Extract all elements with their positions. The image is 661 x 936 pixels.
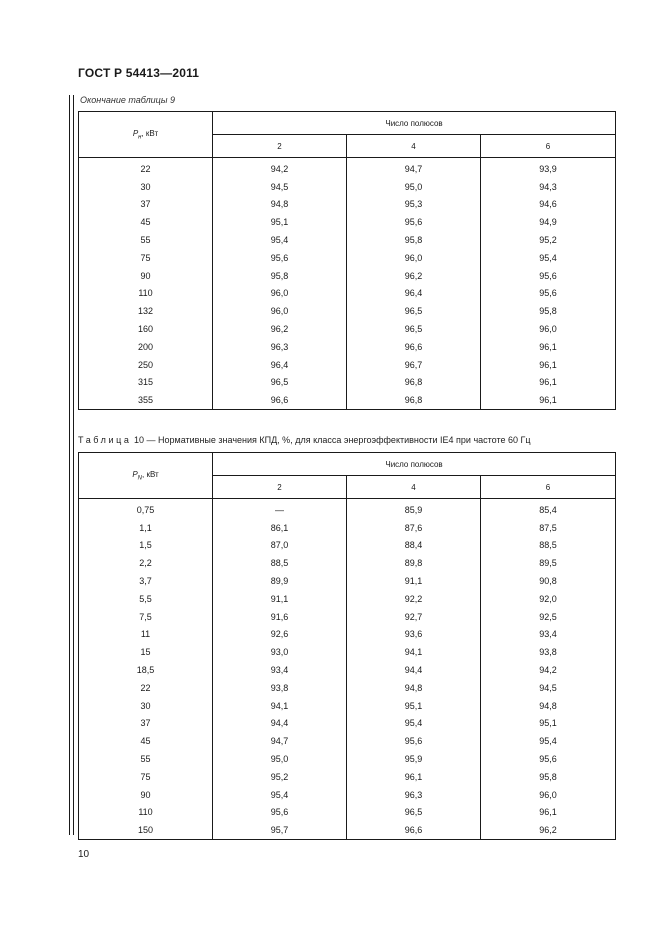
table-row: [79, 249, 616, 267]
efficiency-cell: 95,4: [213, 786, 347, 804]
efficiency-cell: 95,9: [347, 750, 481, 768]
efficiency-cell: 95,1: [481, 715, 616, 733]
table-row: [79, 285, 616, 303]
table9-pole-6-header: 6: [481, 135, 616, 158]
power-cell: 90: [79, 786, 213, 804]
power-cell: 0,75: [79, 499, 213, 519]
power-cell: 30: [79, 178, 213, 196]
power-cell: 3,7: [79, 572, 213, 590]
efficiency-cell: 89,8: [347, 554, 481, 572]
table-row: [79, 768, 616, 786]
efficiency-cell: 92,0: [481, 590, 616, 608]
change-bar-outer: [69, 95, 70, 835]
efficiency-cell: 96,1: [481, 356, 616, 374]
efficiency-cell: 96,2: [213, 320, 347, 338]
efficiency-cell: 93,8: [481, 643, 616, 661]
table-row: [79, 590, 616, 608]
efficiency-cell: 95,8: [213, 267, 347, 285]
table-row: [79, 643, 616, 661]
efficiency-cell: 93,0: [213, 643, 347, 661]
efficiency-cell: 96,1: [347, 768, 481, 786]
efficiency-cell: 95,6: [347, 213, 481, 231]
efficiency-cell: 96,8: [347, 391, 481, 409]
efficiency-cell: 96,1: [481, 374, 616, 392]
table10-body: [79, 499, 616, 840]
efficiency-cell: 96,5: [213, 374, 347, 392]
power-cell: 90: [79, 267, 213, 285]
efficiency-cell: 85,9: [347, 499, 481, 519]
efficiency-cell: 96,5: [347, 302, 481, 320]
efficiency-cell: 90,8: [481, 572, 616, 590]
efficiency-cell: 94,1: [213, 697, 347, 715]
power-cell: 2,2: [79, 554, 213, 572]
efficiency-cell: 95,6: [481, 267, 616, 285]
efficiency-cell: 85,4: [481, 499, 616, 519]
table-row: [79, 750, 616, 768]
efficiency-cell: 94,8: [481, 697, 616, 715]
efficiency-cell: 93,4: [213, 661, 347, 679]
efficiency-cell: 96,5: [347, 804, 481, 822]
power-cell: 22: [79, 679, 213, 697]
efficiency-cell: 88,5: [213, 554, 347, 572]
efficiency-cell: 95,4: [213, 231, 347, 249]
efficiency-cell: 96,0: [481, 786, 616, 804]
efficiency-cell: 94,8: [347, 679, 481, 697]
efficiency-cell: 96,6: [347, 338, 481, 356]
efficiency-cell: 94,4: [213, 715, 347, 733]
efficiency-cell: 95,1: [347, 697, 481, 715]
table-row: [79, 537, 616, 555]
table-row: [79, 391, 616, 409]
efficiency-cell: 94,7: [347, 158, 481, 178]
power-cell: 18,5: [79, 661, 213, 679]
efficiency-cell: 88,5: [481, 537, 616, 555]
efficiency-cell: 96,4: [213, 356, 347, 374]
power-cell: 110: [79, 285, 213, 303]
power-cell: 315: [79, 374, 213, 392]
table10-power-symbol: P: [132, 469, 138, 479]
table-row: [79, 302, 616, 320]
efficiency-cell: 94,7: [213, 732, 347, 750]
efficiency-cell: 93,8: [213, 679, 347, 697]
efficiency-cell: 95,2: [481, 231, 616, 249]
efficiency-cell: 95,2: [213, 768, 347, 786]
efficiency-cell: 96,1: [481, 391, 616, 409]
efficiency-cell: 94,9: [481, 213, 616, 231]
table9-poles-header: Число полюсов: [213, 112, 616, 135]
efficiency-cell: 96,4: [347, 285, 481, 303]
power-cell: 5,5: [79, 590, 213, 608]
table-row: [79, 267, 616, 285]
power-cell: 75: [79, 768, 213, 786]
efficiency-cell: 87,5: [481, 519, 616, 537]
table10-pole-2-header: 2: [213, 476, 347, 499]
efficiency-cell: 96,7: [347, 356, 481, 374]
efficiency-cell: 96,2: [347, 267, 481, 285]
table-row: [79, 679, 616, 697]
efficiency-cell: 95,6: [481, 285, 616, 303]
page-number: 10: [78, 849, 90, 860]
table-row: [79, 231, 616, 249]
table9-power-subscript: н: [138, 134, 142, 141]
table-row: [79, 374, 616, 392]
table-row: [79, 554, 616, 572]
efficiency-cell: 95,4: [347, 715, 481, 733]
efficiency-cell: 95,8: [481, 302, 616, 320]
power-cell: 75: [79, 249, 213, 267]
efficiency-cell: 94,1: [347, 643, 481, 661]
power-cell: 37: [79, 196, 213, 214]
efficiency-cell: 91,1: [213, 590, 347, 608]
power-cell: 1,1: [79, 519, 213, 537]
table-row: [79, 715, 616, 733]
table10-pole-6-header: 6: [481, 476, 616, 499]
table10-poles-header: Число полюсов: [213, 453, 616, 476]
table-row: [79, 213, 616, 231]
efficiency-cell: 95,3: [347, 196, 481, 214]
efficiency-cell: 96,6: [213, 391, 347, 409]
efficiency-cell: 91,6: [213, 608, 347, 626]
table10-power-unit: , кВт: [142, 469, 159, 479]
power-cell: 7,5: [79, 608, 213, 626]
efficiency-cell: 95,0: [347, 178, 481, 196]
efficiency-cell: 93,4: [481, 626, 616, 644]
efficiency-cell: 95,8: [481, 768, 616, 786]
efficiency-cell: 96,3: [213, 338, 347, 356]
efficiency-cell: 96,1: [481, 804, 616, 822]
efficiency-cell: 96,0: [213, 302, 347, 320]
efficiency-cell: 92,5: [481, 608, 616, 626]
table10-pole-4-header: 4: [347, 476, 481, 499]
power-cell: 15: [79, 643, 213, 661]
efficiency-cell: 95,6: [481, 750, 616, 768]
table-row: [79, 196, 616, 214]
table10: [78, 452, 616, 840]
efficiency-cell: 94,4: [347, 661, 481, 679]
efficiency-cell: 96,3: [347, 786, 481, 804]
efficiency-cell: 95,6: [213, 249, 347, 267]
table-row: [79, 697, 616, 715]
efficiency-cell: 94,3: [481, 178, 616, 196]
table-row: [79, 499, 616, 519]
table-row: [79, 178, 616, 196]
efficiency-cell: 96,2: [481, 821, 616, 839]
table9-body: [79, 158, 616, 410]
power-cell: 160: [79, 320, 213, 338]
efficiency-cell: 94,8: [213, 196, 347, 214]
efficiency-cell: 95,6: [347, 732, 481, 750]
efficiency-cell: 92,2: [347, 590, 481, 608]
power-cell: 11: [79, 626, 213, 644]
table-row: [79, 519, 616, 537]
efficiency-cell: 87,0: [213, 537, 347, 555]
efficiency-cell: 95,8: [347, 231, 481, 249]
efficiency-cell: 96,0: [481, 320, 616, 338]
efficiency-cell: —: [213, 499, 347, 519]
efficiency-cell: 95,6: [213, 804, 347, 822]
power-cell: 355: [79, 391, 213, 409]
efficiency-cell: 96,0: [347, 249, 481, 267]
power-cell: 30: [79, 697, 213, 715]
efficiency-cell: 87,6: [347, 519, 481, 537]
table-row: [79, 572, 616, 590]
table-row: [79, 338, 616, 356]
table9-power-unit: , кВт: [141, 128, 159, 138]
efficiency-cell: 86,1: [213, 519, 347, 537]
table10-power-subscript: N: [137, 475, 142, 482]
efficiency-cell: 95,4: [481, 249, 616, 267]
table10-caption-word: Таблица: [78, 435, 132, 445]
table-row: [79, 158, 616, 178]
efficiency-cell: 95,1: [213, 213, 347, 231]
efficiency-cell: 93,9: [481, 158, 616, 178]
table-row: [79, 804, 616, 822]
efficiency-cell: 95,0: [213, 750, 347, 768]
power-cell: 22: [79, 158, 213, 178]
efficiency-cell: 91,1: [347, 572, 481, 590]
efficiency-cell: 94,5: [213, 178, 347, 196]
table9-pole-2-header: 2: [213, 135, 347, 158]
power-cell: 250: [79, 356, 213, 374]
table-row: [79, 356, 616, 374]
power-cell: 55: [79, 750, 213, 768]
table-row: [79, 608, 616, 626]
table9-power-header: [79, 112, 213, 158]
efficiency-cell: 89,9: [213, 572, 347, 590]
table10-caption: [78, 435, 531, 445]
efficiency-cell: 96,5: [347, 320, 481, 338]
efficiency-cell: 89,5: [481, 554, 616, 572]
document-title: ГОСТ Р 54413—2011: [78, 66, 200, 80]
table-row: [79, 821, 616, 839]
table-row: [79, 732, 616, 750]
efficiency-cell: 92,7: [347, 608, 481, 626]
change-bar-inner: [73, 95, 74, 835]
efficiency-cell: 88,4: [347, 537, 481, 555]
efficiency-cell: 95,4: [481, 732, 616, 750]
efficiency-cell: 94,6: [481, 196, 616, 214]
efficiency-cell: 94,5: [481, 679, 616, 697]
table9-pole-4-header: 4: [347, 135, 481, 158]
efficiency-cell: 93,6: [347, 626, 481, 644]
power-cell: 132: [79, 302, 213, 320]
table-row: [79, 661, 616, 679]
table10-power-header: [79, 453, 213, 499]
table-row: [79, 320, 616, 338]
efficiency-cell: 94,2: [481, 661, 616, 679]
table-row: [79, 626, 616, 644]
efficiency-cell: 96,6: [347, 821, 481, 839]
table-row: [79, 786, 616, 804]
efficiency-cell: 96,1: [481, 338, 616, 356]
power-cell: 200: [79, 338, 213, 356]
power-cell: 110: [79, 804, 213, 822]
table10-caption-text: 10 — Нормативные значения КПД, %, для класса энергоэффективности IE4 при частоте 60 Гц: [134, 435, 531, 445]
table9-continuation-caption: Окончание таблицы 9: [80, 95, 175, 105]
efficiency-cell: 96,0: [213, 285, 347, 303]
power-cell: 55: [79, 231, 213, 249]
power-cell: 1,5: [79, 537, 213, 555]
efficiency-cell: 92,6: [213, 626, 347, 644]
efficiency-cell: 96,8: [347, 374, 481, 392]
efficiency-cell: 94,2: [213, 158, 347, 178]
power-cell: 45: [79, 732, 213, 750]
table9: [78, 111, 616, 410]
power-cell: 45: [79, 213, 213, 231]
power-cell: 37: [79, 715, 213, 733]
power-cell: 150: [79, 821, 213, 839]
efficiency-cell: 95,7: [213, 821, 347, 839]
table9-power-symbol: P: [132, 128, 139, 138]
